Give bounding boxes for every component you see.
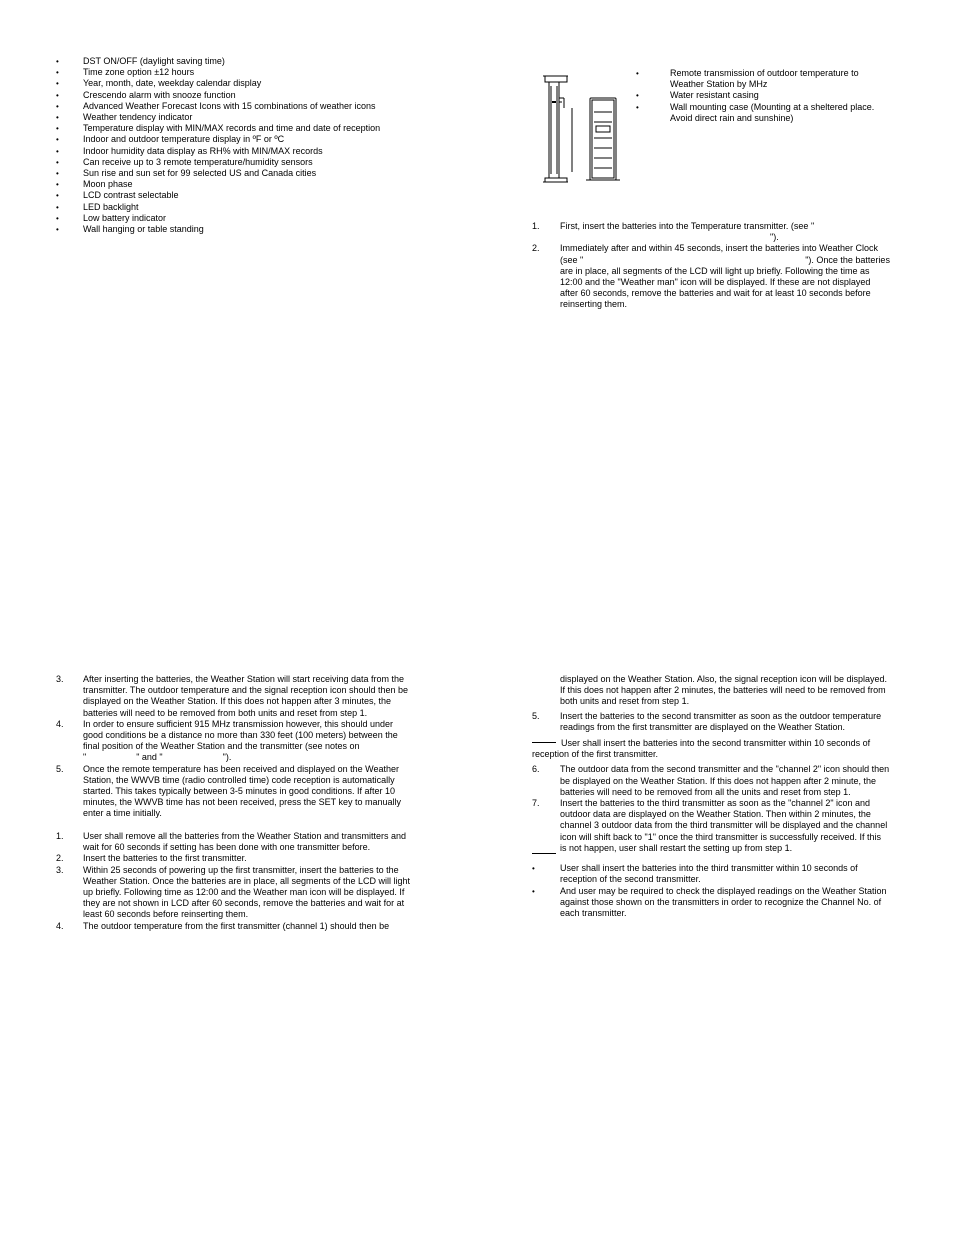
list-item	[56, 101, 456, 112]
list-item	[532, 764, 906, 798]
list-item	[56, 202, 456, 213]
bullet-icon: •	[56, 113, 59, 123]
step-text: Insert the batteries to the second transmitter as soon as the outdoor temperature	[560, 710, 882, 721]
list-item	[56, 831, 428, 853]
list-item	[56, 853, 428, 864]
list-item	[532, 243, 902, 310]
list-item-text: Weather Station by MHz	[670, 79, 768, 90]
step-text: they are not shown in LCD after 60 seconds, remove the batteries and wait for at	[83, 898, 405, 909]
step-text: after 60 seconds, remove the batteries and wait for at least 10 seconds before	[560, 288, 871, 299]
bullet-icon: •	[56, 225, 59, 235]
list-item-text: Can receive up to 3 remote temperature/humidity sensors	[83, 156, 313, 167]
step-text: displayed on the Weather Station. Also, the signal reception icon will be displayed.	[560, 674, 888, 684]
step-text: "	[83, 752, 87, 763]
list-item	[56, 56, 456, 67]
step-text: enter a time initially.	[83, 808, 162, 819]
note-rule	[532, 742, 556, 743]
bullet-icon: •	[56, 124, 59, 134]
step-text: ").	[770, 232, 779, 243]
list-item	[532, 886, 906, 920]
step-text: up briefly. Following time as 12:00 and the Weather man icon will be displayed. If	[83, 887, 405, 898]
step-text: The outdoor temperature from the first transmitter (channel 1) should then be	[83, 920, 390, 931]
step-text: Insert the batteries to the first transmitter.	[83, 853, 247, 864]
step-number: 5.	[56, 763, 64, 774]
step-text: transmitter. The outdoor temperature and the signal reception icon should then be	[83, 685, 409, 696]
list-item	[56, 157, 456, 168]
bullet-icon: •	[636, 102, 639, 112]
step-number: 1.	[532, 221, 540, 231]
bullet-icon: •	[56, 169, 59, 179]
bullet-icon: •	[532, 864, 535, 874]
bullet-icon: •	[56, 79, 59, 89]
list-item-text: Remote transmission of outdoor temperature to	[670, 68, 859, 78]
transmitter-illustration	[536, 68, 626, 186]
step-text: minutes, the WWVB time has not been received, press the SET key to manually	[83, 797, 401, 808]
setup-steps-top	[532, 221, 902, 311]
bullet-icon: •	[532, 886, 535, 896]
list-item	[636, 68, 906, 90]
bullet-icon: •	[56, 68, 59, 78]
step-text: reinserting them.	[560, 299, 628, 310]
note	[532, 738, 906, 760]
step-number: 4.	[56, 920, 64, 931]
list-item	[56, 168, 456, 179]
list-item	[56, 190, 456, 201]
step-text: channel 3 outdoor data from the third transmitter will be displayed and the channel	[560, 820, 888, 831]
list-item-text: DST ON/OFF (daylight saving time)	[83, 56, 225, 66]
lower-left-column	[56, 674, 428, 820]
list-item	[56, 674, 428, 719]
note-rule	[532, 853, 556, 854]
bullet-icon: •	[56, 213, 59, 223]
list-item-text: Wall mounting case (Mounting at a sheltered place.	[670, 101, 875, 112]
list-item	[532, 711, 906, 733]
notes-section	[532, 849, 906, 919]
list-item	[636, 90, 906, 101]
step-text: " and "	[136, 752, 163, 763]
step-text: If this does not happen after 2 minutes, the batteries will need to be removed from	[560, 685, 886, 696]
step-text: ").	[222, 752, 232, 763]
step-text: outdoor data are displayed on the Weather Station. Then within 2 minutes, the	[560, 809, 871, 820]
step-text: both units and reset from step 1.	[560, 696, 690, 707]
step-text: started. This takes typically between 3-5 minutes in good conditions. If after 10	[83, 786, 396, 797]
list-item-text: Year, month, date, weekday calendar display	[83, 78, 262, 89]
step-number: 7.	[532, 798, 540, 809]
step-text: (see "	[560, 254, 584, 265]
list-item	[532, 863, 906, 885]
step-number: 2.	[532, 243, 540, 254]
step-text: readings from the first transmitter are displayed on the Weather Station.	[560, 721, 845, 732]
step-text: batteries will need to be removed from both units and reset from step 1.	[83, 707, 368, 718]
list-item	[56, 213, 456, 224]
step-text: Insert the batteries to the third transmitter as soon as the "channel 2" icon and	[560, 798, 871, 809]
list-item-text: Water resistant casing	[670, 90, 759, 101]
list-item	[56, 865, 428, 921]
step-text: Weather Station. Once the batteries are in place, all segments of the LCD will light	[83, 875, 411, 886]
step-text: least 60 seconds before reinserting them.	[83, 909, 249, 920]
step-text: icon will shift back to "1" once the third transmitter is successfully received. If this	[560, 831, 882, 842]
list-item-text: Indoor and outdoor temperature display in ºF or ºC	[83, 134, 285, 145]
step-text: are in place, all segments of the LCD will light up briefly. Following the time as	[560, 265, 870, 276]
list-item-text: LED backlight	[83, 201, 139, 212]
bullet-icon: •	[636, 91, 639, 101]
list-item	[56, 123, 456, 134]
multi-transmitter-steps-left	[56, 831, 428, 932]
list-item	[532, 221, 902, 243]
step-text: Station, the WWVB time (radio controlled time) code reception is automatically	[83, 774, 395, 785]
note-text: User shall insert the batteries into the second transmitter within 10 seconds of	[561, 738, 871, 749]
step-text: good conditions be a distance no more than 330 feet (100 meters) between the	[83, 730, 398, 741]
bullet-icon: •	[56, 135, 59, 145]
step-text: After inserting the batteries, the Weather Station will start receiving data from the	[83, 674, 404, 684]
step-text: 12:00 and the "Weather man" icon will be displayed. If these are not displayed	[560, 277, 871, 288]
step-text: First, insert the batteries into the Temperature transmitter. (see "	[560, 221, 815, 231]
list-item	[56, 134, 456, 145]
note-text: And user may be required to check the displayed readings on the Weather Station	[560, 885, 887, 896]
list-item-text: Wall hanging or table standing	[83, 224, 204, 235]
note-text: each transmitter.	[560, 908, 627, 919]
list-item	[56, 921, 428, 932]
transmitter-side-view	[543, 76, 572, 182]
step-text: batteries will need to be removed from all the units and reset from step 1.	[560, 786, 851, 797]
list-item-text: Weather tendency indicator	[83, 112, 193, 123]
lower-right-column	[532, 674, 906, 854]
step-text: "). Once the batteries	[805, 254, 890, 265]
list-item	[532, 798, 906, 854]
step-text: User shall remove all the batteries from the Weather Station and transmitters and	[83, 831, 406, 841]
step-number: 6.	[532, 764, 540, 775]
list-item	[532, 674, 906, 708]
step-text: Immediately after and within 45 seconds, insert the batteries into Weather Clock	[560, 243, 878, 254]
step-number: 2.	[56, 853, 64, 864]
step-text: In order to ensure sufficient 915 MHz transmission however, this should under	[83, 718, 393, 729]
step-number: 3.	[56, 864, 64, 875]
list-item	[56, 179, 456, 190]
list-item	[56, 146, 456, 157]
bullet-icon: •	[56, 180, 59, 190]
transmitter-front-view	[586, 98, 620, 180]
list-item-text: Time zone option ±12 hours	[83, 67, 195, 78]
step-text: wait for 60 seconds if setting has been done with one transmitter before.	[83, 842, 371, 853]
step-number: 1.	[56, 831, 64, 841]
step-text: Within 25 seconds of powering up the first transmitter, insert the batteries to the	[83, 864, 399, 875]
note-text: reception of the second transmitter.	[560, 874, 701, 885]
list-item-text: Indoor humidity data display as RH% with MIN/MAX records	[83, 145, 323, 156]
step-text: final position of the Weather Station and the transmitter (see notes on	[83, 741, 360, 752]
note-text: against those shown on the transmitters in order to recognize the Channel No. of	[560, 896, 882, 907]
list-item	[636, 102, 906, 124]
list-item	[56, 112, 456, 123]
list-item-text: Low battery indicator	[83, 212, 167, 223]
bullet-icon: •	[56, 90, 59, 100]
step-text: displayed on the Weather Station. If this does not happen after 3 minutes, the	[83, 696, 392, 707]
feature-list-right	[636, 68, 906, 124]
note-text: reception of the first transmitter.	[532, 749, 659, 760]
step-number: 4.	[56, 718, 64, 729]
step-text: Once the remote temperature has been received and displayed on the Weather	[83, 763, 400, 774]
bullet-icon: •	[56, 191, 59, 201]
list-item	[56, 764, 428, 820]
list-item-text: Temperature display with MIN/MAX records and time and date of reception	[83, 123, 381, 134]
bullet-icon: •	[56, 157, 59, 167]
bullet-icon: •	[56, 57, 59, 66]
list-item-text: Advanced Weather Forecast Icons with 15 combinations of weather icons	[83, 100, 376, 111]
list-item-text: Avoid direct rain and sunshine)	[670, 112, 794, 123]
list-item	[56, 67, 456, 78]
list-item-text: Moon phase	[83, 179, 133, 190]
step-text: be displayed on the Weather Station. If this does not happen after 2 minute, the	[560, 775, 877, 786]
list-item-text: LCD contrast selectable	[83, 190, 179, 201]
bullet-icon: •	[56, 202, 59, 212]
feature-list-left	[56, 56, 456, 235]
step-text: is not happen, user shall restart the setting up from step 1.	[560, 842, 793, 853]
step-number: 3.	[56, 674, 64, 684]
list-item	[56, 224, 456, 235]
step-text: The outdoor data from the second transmitter and the "channel 2" icon should then	[560, 764, 890, 775]
bullet-icon: •	[56, 146, 59, 156]
list-item	[56, 90, 456, 101]
list-item	[56, 719, 428, 764]
note-text: User shall insert the batteries into the third transmitter within 10 seconds of	[560, 863, 858, 874]
step-number: 5.	[532, 710, 540, 721]
bullet-icon: •	[56, 101, 59, 111]
list-item-text: Crescendo alarm with snooze function	[83, 89, 236, 100]
bullet-icon: •	[636, 69, 639, 78]
list-item	[56, 78, 456, 89]
list-item-text: Sun rise and sun set for 99 selected US and Canada cities	[83, 168, 317, 179]
